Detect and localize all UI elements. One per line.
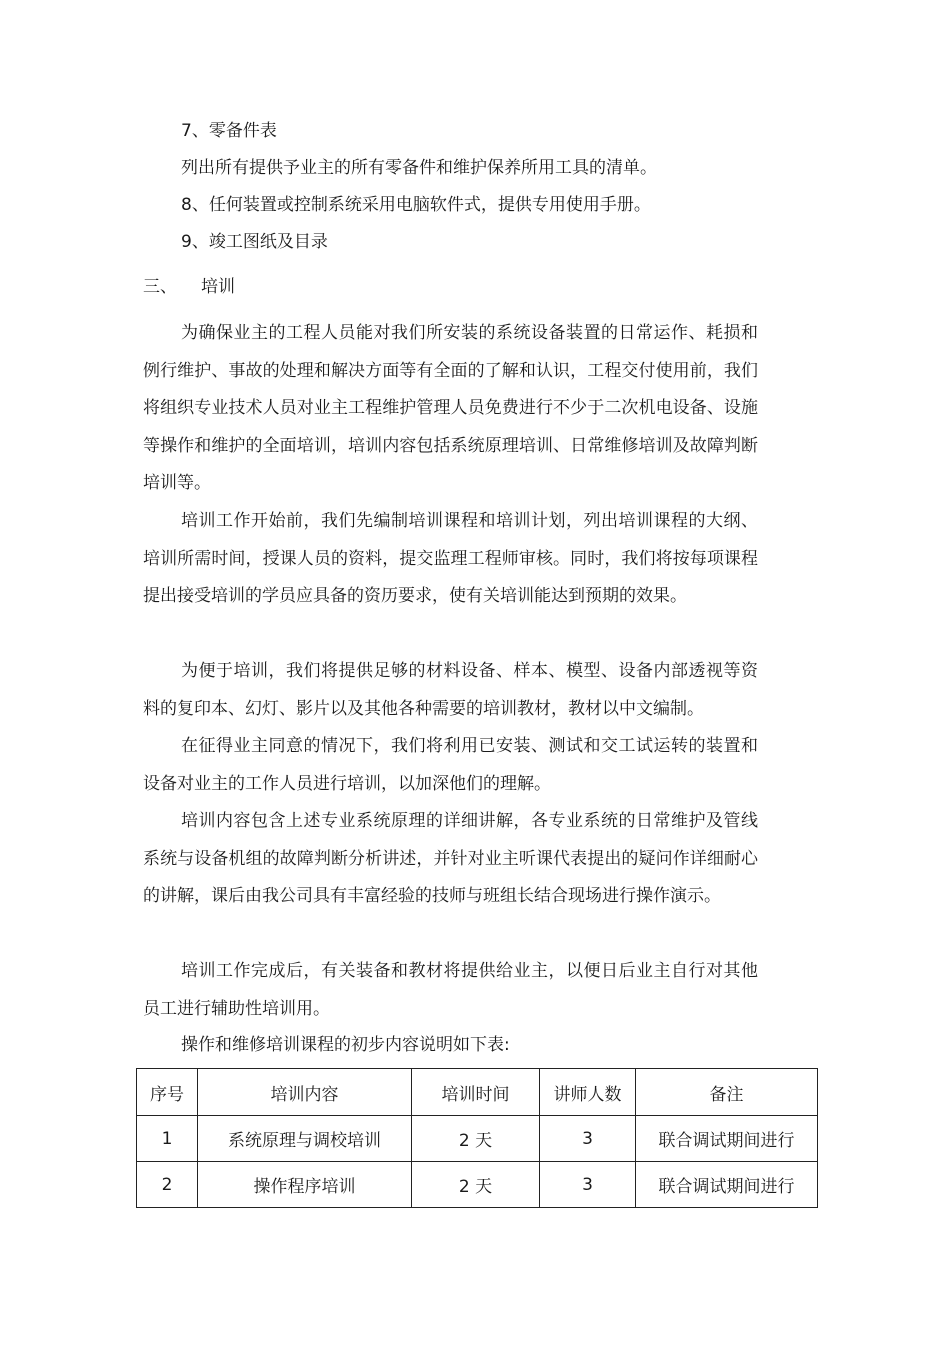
header-cell: 培训内容 — [198, 1069, 412, 1116]
table-cell: 1 — [137, 1116, 198, 1162]
item7-description: 列出所有提供予业主的所有零备件和维护保养所用工具的清单。 — [181, 158, 657, 178]
table-row — [137, 1162, 818, 1208]
table-header-row — [137, 1069, 818, 1116]
paragraph-training-materials: 为便于培训，我们将提供足够的材料设备、样本、模型、设备内部透视等资料的复印本、幻灯、影片以及其他各种需要的培训教材，教材以中文编制。 — [143, 661, 758, 719]
paragraph-training-purpose: 为确保业主的工程人员能对我们所安装的系统设备装置的日常运作、耗损和例行维护、事故的处理和解决方面等有全面的了解和认识，工程交付使用前，我们将组织专业技术人员对业主工程维护管理人员免费进行不少于二次机电设备、设施等操作和维护的全面培训，培训内容包括系统原理培训、日常维修培训及故障判断培训等。 — [143, 323, 758, 494]
table-cell: 3 — [540, 1162, 636, 1208]
section-title: 培训 — [201, 277, 235, 297]
header-cell: 备注 — [636, 1069, 818, 1116]
table-cell: 2 天 — [412, 1116, 540, 1162]
table-cell: 3 — [540, 1116, 636, 1162]
table-cell: 系统原理与调校培训 — [198, 1116, 412, 1162]
section-number: 三、 — [143, 277, 177, 297]
paragraph-training-plan: 培训工作开始前，我们先编制培训课程和培训计划，列出培训课程的大纲、培训所需时间，授课人员的资料，提交监理工程师审核。同时，我们将按每项课程提出接受培训的学员应具备的资历要求，使有关培训能达到预期的效果。 — [143, 511, 758, 607]
table-cell: 2 天 — [412, 1162, 540, 1208]
table-cell: 联合调试期间进行 — [636, 1162, 818, 1208]
item9: 9、竣工图纸及目录 — [181, 232, 328, 252]
section-heading — [143, 276, 235, 298]
table-intro: 操作和维修培训课程的初步内容说明如下表: — [181, 1035, 510, 1055]
paragraph-training-equipment: 在征得业主同意的情况下，我们将利用已安装、测试和交工试运转的装置和设备对业主的工作人员进行培训，以加深他们的理解。 — [143, 736, 758, 794]
item7-title: 7、零备件表 — [181, 121, 277, 141]
table-cell: 操作程序培训 — [198, 1162, 412, 1208]
header-cell: 序号 — [137, 1069, 198, 1116]
item8: 8、任何装置或控制系统采用电脑软件式，提供专用使用手册。 — [181, 195, 651, 215]
table-cell: 联合调试期间进行 — [636, 1116, 818, 1162]
table-row — [137, 1116, 818, 1162]
paragraph-training-content: 培训内容包含上述专业系统原理的详细讲解，各专业系统的日常维护及管线系统与设备机组的故障判断分析讲述，并针对业主听课代表提出的疑问作详细耐心的讲解，课后由我公司具有丰富经验的技师与班组长结合现场进行操作演示。 — [143, 811, 758, 907]
training-table — [136, 1068, 818, 1208]
header-cell: 讲师人数 — [540, 1069, 636, 1116]
table-cell: 2 — [137, 1162, 198, 1208]
header-cell: 培训时间 — [412, 1069, 540, 1116]
paragraph-training-completion: 培训工作完成后，有关装备和教材将提供给业主，以便日后业主自行对其他员工进行辅助性培训用。 — [143, 961, 758, 1019]
